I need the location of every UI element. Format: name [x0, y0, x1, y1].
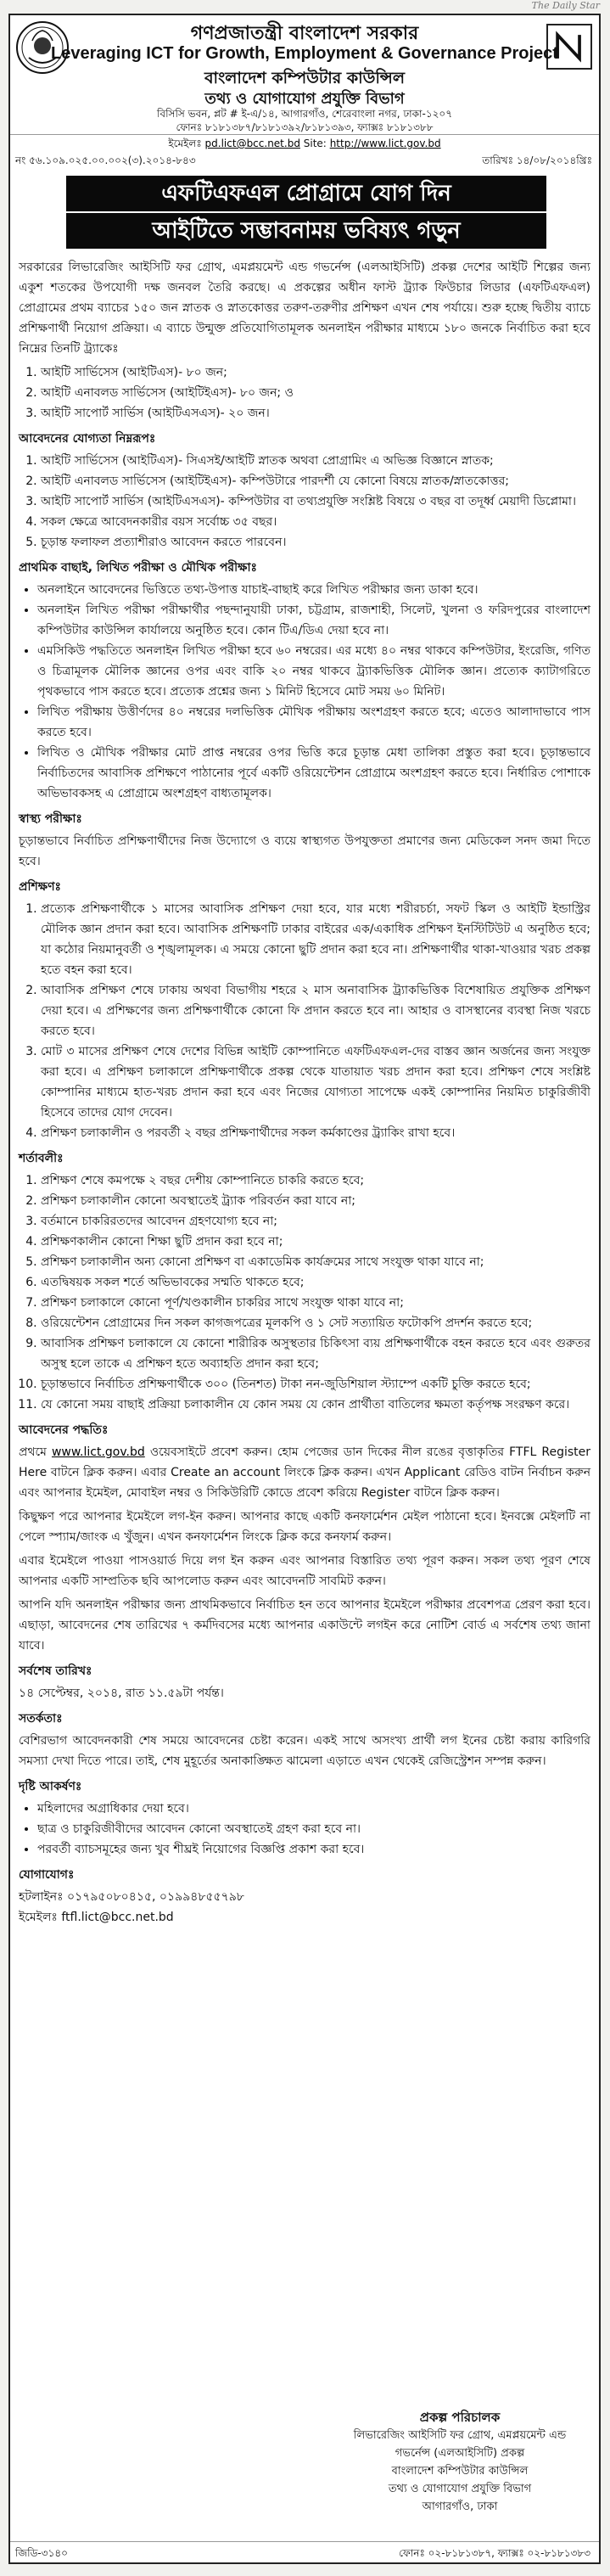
email-label: ইমেইলঃ	[168, 137, 202, 149]
terms-item: 5. প্রশিক্ষণ চলাকালীন অন্য কোনো প্রশিক্ষণ বা একাডেমিক কার্যক্রমের সাথে সংযুক্ত থাকা যাবে না;	[41, 1252, 590, 1272]
notice-item: • ছাত্র ও চাকুরিজীবীদের আবেদন কোনো অবস্থাতেই গ্রহণ করা হবে না।	[37, 1819, 590, 1839]
email-link[interactable]: pd.lict@bcc.net.bd	[204, 137, 300, 149]
headline-line-1: এফটিএফএল প্রোগ্রামে যোগ দিন	[66, 176, 546, 211]
memo-line	[10, 135, 599, 169]
caution-heading: সতর্কতাঃ	[19, 1712, 63, 1726]
selection-item: • এমসিকিউ পদ্ধতিতে অনলাইন লিখিত পরীক্ষা হবে ৬০ নম্বরের। এর মধ্যে ৪০ নম্বর থাকবে কম্পিউটার, ইংরেজি, গণিত ও চিত্রামূলক মৌলিক জ্ঞানের ওপর এবং বাকি ২০ নম্বর থাকবে ট্র্যাকভিত্তিক মৌলিক জ্ঞান। প্রত্যেক ক্যাটাগরিতে পৃথকভাবে পাস করতে হবে। প্রত্যেক প্রশ্নের জন্য ১ মিনিট হিসেবে মোট সময় ৬০ মিনিট।	[37, 641, 590, 702]
headline-line-2: আইটিতে সম্ভাবনাময় ভবিষ্যৎ গড়ুন	[66, 213, 546, 249]
health-paragraph: চূড়ান্তভাবে নির্বাচিত প্রশিক্ষণার্থীদের নিজ উদ্যোগে ও ব্যয়ে স্বাস্থ্যগত উপযুক্ততা প্রমাণের জন্য মেডিকেল সনদ জমা দিতে হবে।	[19, 834, 590, 868]
newspaper-masthead: The Daily Star	[531, 0, 600, 11]
eligibility-item: 3. আইটি সাপোর্ট সার্ভিস (আইটিএসএস)- কম্পিউটার বা তথ্যপ্রযুক্তি সংশ্লিষ্ট বিষয়ে ৩ বছর বা তদূর্ধ্ব মেয়াদী ডিপ্লোমা।	[41, 491, 590, 512]
terms-item: 8. ওরিয়েন্টেশন প্রোগ্রামের দিন সকল কাগজপত্রের মূলকপি ও ১ সেট সত্যায়িত ফটোকপি প্রদর্শন করতে হবে;	[41, 1313, 590, 1333]
track-item: 2. আইটি এনাবলড সার্ভিসেস (আইটিইএস)- ৮০ জন; ও	[41, 383, 590, 403]
notice-list	[19, 1799, 590, 1860]
training-item: 2. আবাসিক প্রশিক্ষণ শেষে ঢাকায় অথবা বিভাগীয় শহরে ২ মাস অনাবাসিক ট্র্যাকভিত্তিক বিশেষায়িত প্রযুক্তিক প্রশিক্ষণ দেয়া হবে। এ প্রশিক্ষণের জন্য প্রশিক্ষণার্থীকে কোনো ফি প্রদান করতে হবে না। আহার ও বাসস্থানের ব্যবস্থা নিজ খরচে করতে হবে।	[41, 980, 590, 1041]
division-name: তথ্য ও যোগাযোগ প্রযুক্তি বিভাগ	[204, 90, 405, 108]
selection-item: • অনলাইনে আবেদনের ভিত্তিতে তথ্য-উপাত্ত যাচাই-বাছাই করে লিখিত পরীক্ষার জন্য ডাকা হবে।	[37, 580, 590, 600]
terms-item: 6. এতদ্বিষয়ক সকল শর্তে অভিভাবকের সম্মতি থাকতে হবে;	[41, 1272, 590, 1293]
letterhead	[10, 15, 599, 135]
terms-list	[19, 1170, 590, 1415]
headline-banner	[10, 169, 599, 254]
terms-item: 9. আবাসিক প্রশিক্ষণ চলাকালে যে কোনো শারীরিক অসুস্থতার চিকিৎসা ব্যয় প্রশিক্ষণার্থীকে বহন করতে হবে এবং গুরুতর অসুস্থ হলে তাকে এ প্রশিক্ষণ হতে অব্যাহতি প্রদান করা হবে;	[41, 1333, 590, 1374]
applicant-radio-name: Applicant	[404, 1466, 461, 1479]
apply-step-2: কিছুক্ষণ পরে আপনার ইমেইলে লগ-ইন করুন। আপনার কাছে একটি কনফার্মেশন মেইল পাঠানো হবে। ইনবক্সে মেইলটি না পেলে স্প্যাম/জাংক এ খুঁজুন। এখন কনফার্মেশন লিংকে ক্লিক করে কনফার্ম করুন।	[19, 1510, 590, 1544]
notice-item: • পরবর্তী ব্যাচসমূহের জন্য খুব শীঘ্রই নিয়োগের বিজ্ঞপ্তি প্রকাশ করা হবে।	[37, 1839, 590, 1860]
terms-item: 7. প্রশিক্ষণ চলাকালে কোনো পূর্ণ/খণ্ডকালীন চাকরির সাথে সংযুক্ত থাকা যাবে না;	[41, 1293, 590, 1313]
site-label: Site:	[303, 137, 327, 149]
selection-item: • লিখিত ও মৌখিক পরীক্ষার মোট প্রাপ্ত নম্বরের ওপর ভিত্তি করে চূড়ান্ত মেধা তালিকা প্রস্তুত করা হবে। চূড়ান্তভাবে নির্বাচিতদের আবাসিক প্রশিক্ষণে পাঠানোর পূর্বে একটি ওরিয়েন্টেশন প্রোগ্রামে অংশগ্রহণ করতে হবে। নির্ধারিত পোশাকে অভিভাবকসহ এ প্রোগ্রামে অংশগ্রহণ বাধ্যতামূলক।	[37, 743, 590, 804]
training-item: 1. প্রত্যেক প্রশিক্ষণার্থীকে ১ মাসের আবাসিক প্রশিক্ষণ দেয়া হবে, যার মধ্যে শরীরচর্চা, সফট স্কিল ও আইটি ইন্ডাস্ট্রির মৌলিক জ্ঞান প্রদান করা হবে। আবাসিক প্রশিক্ষণটি ঢাকার বাইরের এক/একাধিক প্রশিক্ষণ ইনস্টিটিউট এ অনুষ্ঠিত হবে; যা কঠোর নিয়মানুবর্তী ও শৃঙ্খলামূলক। এ সময়ে কোনো ছুটি প্রদান করা হবে না। প্রশিক্ষণার্থীর থাকা-খাওয়ার খরচ প্রকল্প হতে বহন করা হবে।	[41, 899, 590, 980]
job-advertisement	[8, 14, 601, 2564]
terms-item: 3. বর্তমানে চাকরিরতদের আবেদন গ্রহণযোগ্য হবে না;	[41, 1211, 590, 1232]
apply-text: লিংকে ক্লিক করুন। এখন	[283, 1466, 400, 1479]
apply-text: রেডিও বাটন নির্বাচন করুন এবং আপনার ইমেইল, মোবাইল নম্বর ও সিকিউরিটি কোডে প্রবেশ করিয়ে	[19, 1466, 591, 1500]
eligibility-item: 5. চূড়ান্ত ফলাফল প্রত্যাশীরাও আবেদন করতে পারবেন।	[41, 532, 590, 553]
apply-text: বাটনে ক্লিক করুন।	[413, 1486, 500, 1500]
terms-item: 11. যে কোনো সময় বাছাই প্রক্রিয়া চলাকালীন যে কোন সময় যে কোন প্রার্থীতা বাতিলের ক্ষমতা কর্তৃপক্ষ সংরক্ষণ করে।	[41, 1395, 590, 1415]
signatory-line: লিভারেজিং আইসিটি ফর গ্রোথ, এমপ্লয়মেন্ট এন্ড	[353, 2429, 567, 2442]
apply-text: ওয়েবসাইটে প্রবেশ করুন। হোম পেজের ডান দিকের নীল রঙের বৃত্তাকৃতির	[149, 1445, 505, 1459]
eligibility-item: 2. আইটি এনাবলড সার্ভিসেস (আইটিইএস)- কম্পিউটারে পারদর্শী যে কোনো বিষয়ে স্নাতক/স্নাতকোত্তর;	[41, 471, 590, 491]
council-name: বাংলাদেশ কম্পিউটার কাউন্সিল	[204, 69, 405, 87]
selection-heading: প্রাথমিক বাছাই, লিখিত পরীক্ষা ও মৌখিক পরীক্ষাঃ	[19, 561, 257, 575]
apply-text: বাটনে ক্লিক করুন। এবার	[50, 1466, 167, 1479]
memo-number: নং ৫৬.১০৯.০২৫.০০.০০২(৩).২০১৪-৮৪৩	[15, 154, 196, 166]
intro-paragraph: সরকারের লিভারেজিং আইসিটি ফর গ্রোথ, এমপ্লয়মেন্ট এন্ড গভর্নেন্স (এলআইসিটি) প্রকল্প দেশের আইটি শিল্পের জন্য একুশ শতকের উপযোগী দক্ষ জনবল তৈরি করছে। এ প্রকল্পের অধীন ফাস্ট ট্র্যাক ফিউচার লিডার (এফটিএফএল) প্রোগ্রামের প্রথম ব্যাচের ১৫০ জন স্নাতক ও স্নাতকোত্তর তরুণ-তরুণীর প্রশিক্ষণ এখন শেষ পর্যায়ে। শুরু হচ্ছে দ্বিতীয় ব্যাচে প্রশিক্ষণার্থী নিয়োগ প্রক্রিয়া। এ ব্যাচে উন্মুক্ত প্রতিযোগিতামূলক অনলাইন পরীক্ষার মাধ্যমে ১৮০ জনকে নির্বাচিত করা হবে নিম্নের তিনটি ট্র্যাকেঃ	[19, 261, 590, 356]
eligibility-item: 4. সকল ক্ষেত্রে আবেদনকারীর বয়স সর্বোচ্চ ৩৫ বছর।	[41, 512, 590, 532]
training-item: 4. প্রশিক্ষণ চলাকালীন ও পরবর্তী ২ বছর প্রশিক্ষণার্থীদের সকল কর্মকাণ্ডের ট্র্যাকিং রাখা হবে।	[41, 1123, 590, 1143]
notice-item: • মহিলাদের অগ্রাধিকার দেয়া হবে।	[37, 1799, 590, 1819]
footer	[10, 2541, 599, 2562]
terms-item: 1. প্রশিক্ষণ শেষে কমপক্ষে ২ বছর দেশীয় কোম্পানিতে চাকরি করতে হবে;	[41, 1170, 590, 1191]
memo-date: তারিখঃ ১৪/০৮/২০১৪খ্রিঃ	[482, 154, 592, 166]
terms-item: 4. প্রশিক্ষণকালীন কোনো শিক্ষা ছুটি প্রদান করা হবে না;	[41, 1232, 590, 1252]
notice-heading: দৃষ্টি আকর্ষণঃ	[19, 1780, 82, 1793]
signatory-line: গভর্নেন্স (এলআইসিটি) প্রকল্প	[395, 2447, 525, 2460]
selection-list	[19, 580, 590, 804]
signatory-line: বাংলাদেশ কম্পিউটার কাউন্সিল	[391, 2465, 529, 2478]
project-name: Leveraging ICT for Growth, Employment & Governance Project	[51, 44, 558, 63]
selection-item: • লিখিত পরীক্ষায় উত্তীর্ণদের ৪০ নম্বরের দলভিত্তিক মৌখিক পরীক্ষায় অংশগ্রহণ করতে হবে; এতেও আলাদাভাবে পাস করতে হবে।	[37, 702, 590, 743]
eligibility-list	[19, 451, 590, 553]
track-item: 1. আইটি সার্ভিসেস (আইটিএস)- ৮০ জন;	[41, 362, 590, 383]
phone-text: ফোনঃ ৮১৮১৩৮৭/৮১৮১৩৯২/৮১৮১৩৯৩, ফ্যাক্সঃ ৮১৮১৩৮৮	[176, 121, 434, 133]
signatory-line: তথ্য ও যোগাযোগ প্রযুক্তি বিভাগ	[388, 2483, 532, 2495]
terms-item: 2. প্রশিক্ষণ চলাকালীন কোনো অবস্থাতেই ট্র্যাক পরিবর্তন করা যাবে না;	[41, 1191, 590, 1211]
apply-heading: আবেদনের পদ্ধতিঃ	[19, 1423, 109, 1437]
address: বিসিসি ভবন, প্লট # ই-এ/১৪, আগারগাঁও, শেরেবাংলা নগর, ঢাকা-১২০৭	[156, 108, 453, 120]
site-link[interactable]: http://www.lict.gov.bd	[329, 137, 441, 149]
contact-email[interactable]: ftfl.lict@bcc.net.bd	[61, 1911, 174, 1924]
health-heading: স্বাস্থ্য পরীক্ষাঃ	[19, 812, 82, 826]
eligibility-item: 1. আইটি সার্ভিসেস (আইটিএস)- সিএসই/আইটি স্নাতক অথবা প্রোগ্রামিং এ অভিজ্ঞ বিজ্ঞানে স্নাতক;	[41, 451, 590, 471]
website-link[interactable]: www.lict.gov.bd	[51, 1445, 145, 1459]
register-button-name: FTFL Register Here	[19, 1445, 591, 1479]
apply-step-1	[19, 1442, 590, 1503]
caution-text: বেশিরভাগ আবেদনকারী শেষ সময়ে আবেদনের চেষ্টা করেন। একই সাথে অসংখ্য প্রার্থী লগ ইনের চেষ্টা করায় কারিগরি সমস্যা দেখা দিতে পারে। তাই, শেষ মুহূর্তের অনাকাঙ্ক্ষিত ঝামেলা এড়াতে এখন থেকেই রেজিস্ট্রেশন সম্পন্ন করুন।	[19, 1734, 590, 1768]
signature-block	[324, 2409, 596, 2516]
training-list	[19, 899, 590, 1143]
tracks-list	[19, 362, 590, 424]
hotline: হটলাইনঃ ০১৭৯৫০৮০৪১৫, ০১৯৯৪৮৫৫৭৯৮	[19, 1890, 244, 1904]
email-site	[10, 137, 599, 154]
terms-heading: শর্তাবলীঃ	[19, 1152, 64, 1165]
deadline-text: ১৪ সেপ্টেম্বর, ২০১৪, রাত ১১.৫৯টা পর্যন্ত।	[19, 1686, 224, 1700]
footer-phone: ফোনঃ ০২-৮১৮১৩৮৭, ফ্যাক্সঃ ০২-৮১৮১৩৮৩	[399, 2547, 590, 2559]
terms-item: 10. চূড়ান্তভাবে নির্বাচিত প্রশিক্ষণার্থীকে ৩০০ (তিনশত) টাকা নন-জুডিশিয়াল স্ট্যাম্পে একটি চুক্তি করতে হবে;	[41, 1374, 590, 1395]
apply-step-3: এবার ইমেইলে পাওয়া পাসওয়ার্ড দিয়ে লগ ইন করুন এবং আপনার বিস্তারিত তথ্য পূরণ করুন। সকল তথ্য পূরণ শেষে আপনার একটি সাম্প্রতিক ছবি আপলোড করুন এবং আবেদনটি সাবমিট করুন।	[19, 1554, 590, 1588]
apply-text: প্রথমে	[19, 1445, 47, 1459]
contact-email-row	[19, 1907, 590, 1928]
training-heading: প্রশিক্ষণঃ	[19, 880, 62, 894]
contact-heading: যোগাযোগঃ	[19, 1868, 75, 1882]
register-button-label: Register	[361, 1486, 411, 1500]
deadline-heading: সর্বশেষ তারিখঃ	[19, 1664, 92, 1678]
selection-item: • অনলাইন লিখিত পরীক্ষা পরীক্ষার্থীর পছন্দানুযায়ী ঢাকা, চট্টগ্রাম, রাজশাহী, সিলেট, খুলনা ও ফরিদপুরের বাংলাদেশ কম্পিউটার কাউন্সিল কার্যালয়ে অনুষ্ঠিত হবে। কোন টিএ/ডিএ দেয়া হবে না।	[37, 600, 590, 641]
contact-email-label: ইমেইলঃ	[19, 1911, 58, 1924]
signatory-line: আগারগাঁও, ঢাকা	[422, 2500, 498, 2513]
eligibility-heading: আবেদনের যোগ্যতা নিম্নরূপঃ	[19, 432, 156, 446]
gd-code: জিডি-৩১৪০	[15, 2547, 68, 2559]
government-title: গণপ্রজাতন্ত্রী বাংলাদেশ সরকার	[190, 23, 419, 44]
training-item: 3. মোট ৩ মাসের প্রশিক্ষণ শেষে দেশের বিভিন্ন আইটি কোম্পানিতে এফটিএফএল-দের বাস্তব জ্ঞান অর্জনের জন্য সংযুক্ত করা হবে। এ প্রশিক্ষণ চলাকালে প্রশিক্ষণার্থীকে প্রকল্প থেকে যাতায়াত খরচ প্রদান করা হবে। প্রশিক্ষণ শেষে সংশ্লিষ্ট কোম্পানির মাধ্যমে হাত-খরচ প্রদান করা হবে এবং নিজের যোগ্যতা সাপেক্ষে একই কোম্পানির নিয়মিত চাকুরিজীবী হিসেবে তাদের যোগ দেবেন।	[41, 1041, 590, 1123]
create-account-link-name: Create an account	[171, 1466, 281, 1479]
ad-body	[10, 254, 599, 1928]
apply-step-4: আপনি যদি অনলাইন পরীক্ষার জন্য প্রাথমিকভাবে নির্বাচিত হন তবে আপনার ইমেইলে পরীক্ষার প্রবেশপত্র প্রেরণ করা হবে। এছাড়া, আবেদনের শেষ তারিখের ৭ কর্মদিবসের মধ্যে আপনার একাউন্টে লগইন করে নোটিশ বোর্ড এ সর্বশেষ তথ্য জানা যাবে।	[19, 1598, 590, 1653]
signatory-title: প্রকল্প পরিচালক	[419, 2410, 501, 2425]
track-item: 3. আইটি সাপোর্ট সার্ভিস (আইটিএসএস)- ২০ জন।	[41, 403, 590, 424]
